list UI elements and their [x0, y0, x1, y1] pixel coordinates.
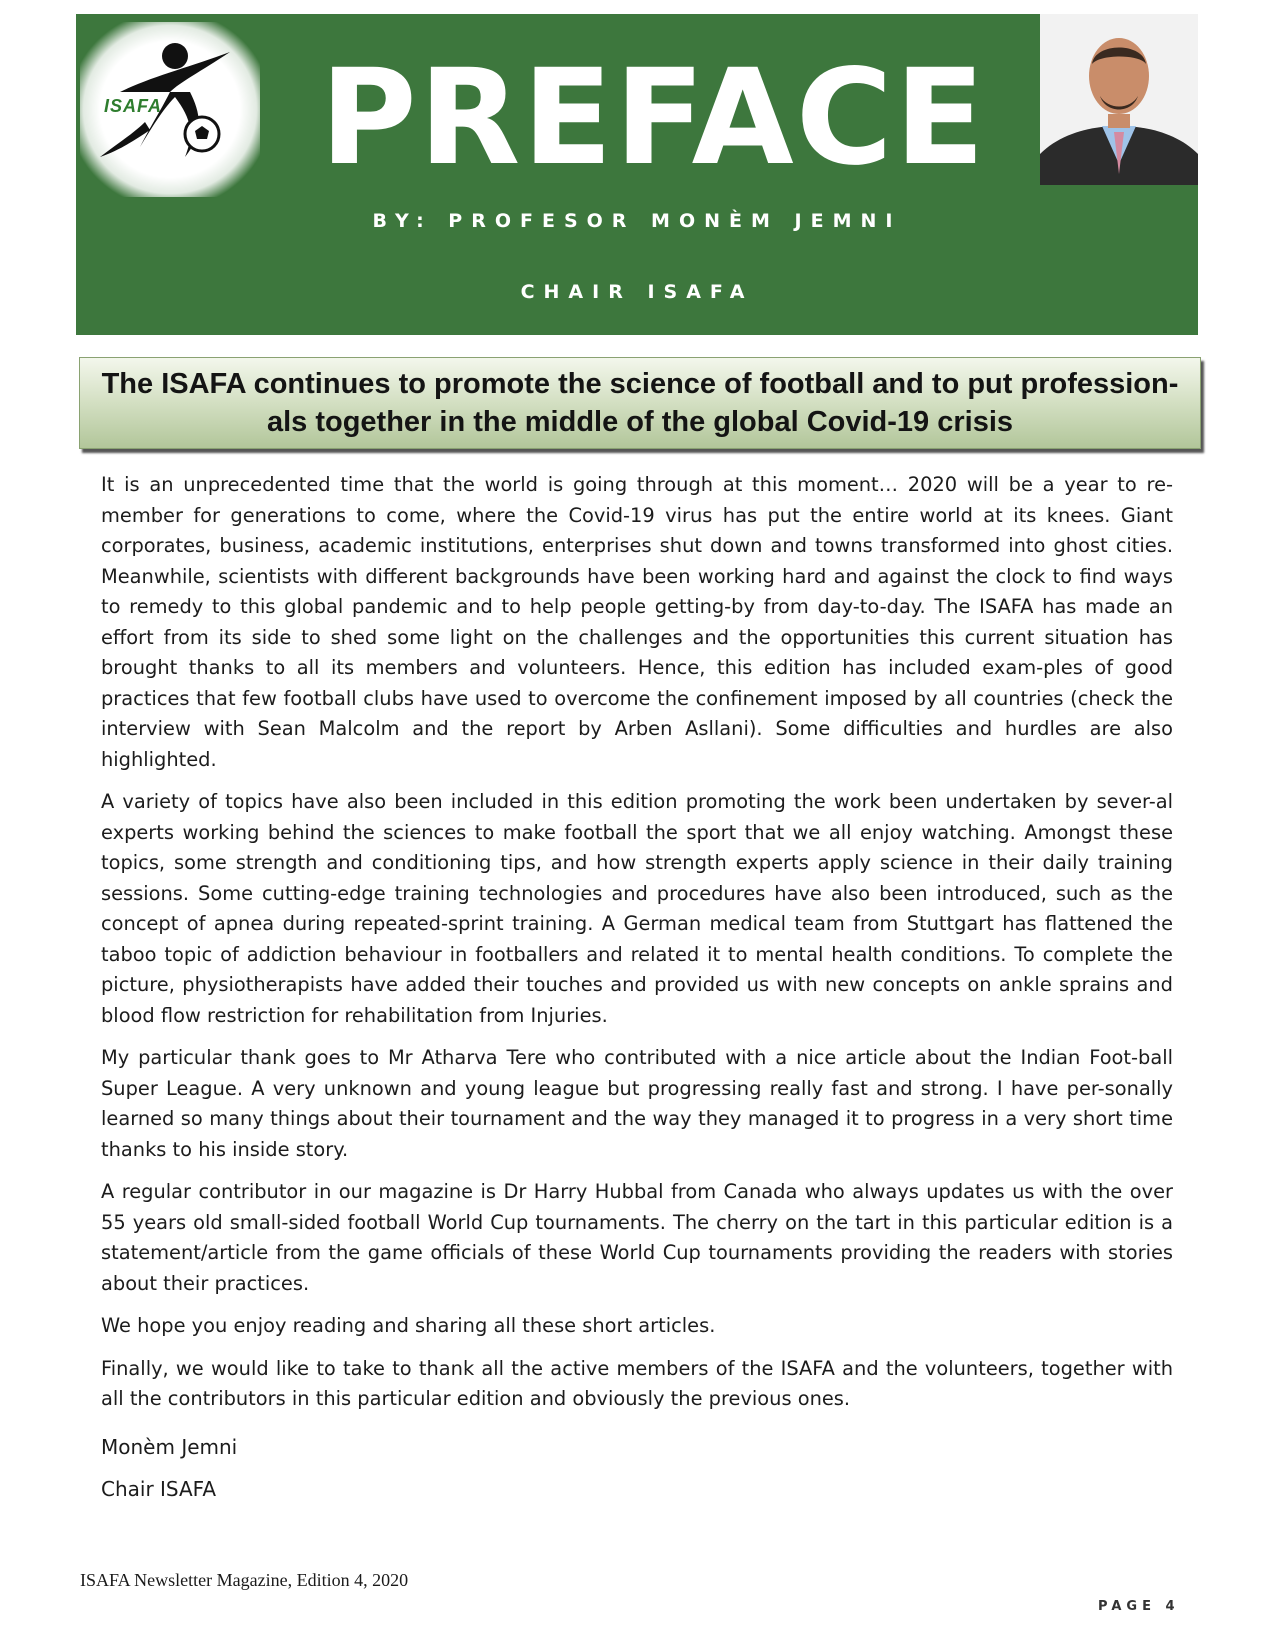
portrait-icon: [1040, 14, 1198, 185]
page-title: PREFACE: [320, 41, 987, 195]
signoff-name: Monèm Jemni: [101, 1435, 238, 1459]
paragraph: It is an unprecedented time that the world is going through at this moment… 2020 will be a year to re-member for generations to come, where the Covid-19 virus has put the entire world at its knees. Giant corporates, business, academic institutions, enterprises shut down and towns transformed into ghost cities. Meanwhile, scientists with different backgrounds have been working hard and against the clock to find ways to remedy to this global pandemic and to help people getting-by from day-to-day. The ISAFA has made an effort from its side to shed some light on the challenges and the opportunities this current situation has brought thanks to all its members and volunteers. Hence, this edition has included exam-ples of good practices that few football clubs have used to overcome the confinement imposed by all countries (check the interview with Sean Malcolm and the report by Arben Asllani). Some difficulties and hurdles are also highlighted.: [101, 473, 1173, 771]
signoff-title: Chair ISAFA: [101, 1477, 217, 1501]
isafa-logo: [80, 22, 260, 197]
paragraph: We hope you enjoy reading and sharing all these short articles.: [101, 1314, 716, 1337]
signoff: [101, 1432, 237, 1516]
author-portrait: [1040, 14, 1198, 185]
paragraph: A variety of topics have also been included in this edition promoting the work been undertaken by sever-al experts working behind the sciences to make football the sport that we all enjoy watching. Amongst these topics, some strength and conditioning tips, and how strength experts apply science in their daily training sessions. Some cutting-edge training technologies and procedures have also been introduced, such as the concept of apnea during repeated-sprint training. A German medical team from Stuttgart has flattened the taboo topic of addiction behaviour in footballers and related it to mental health conditions. To complete the picture, physiotherapists have added their touches and provided us with new concepts on ankle sprains and blood flow restriction for rehabilitation from Injuries.: [101, 790, 1173, 1027]
headline-box: [79, 357, 1201, 449]
paragraph: A regular contributor in our magazine is Dr Harry Hubbal from Canada who always updates us with the over 55 years old small-sided football World Cup tournaments. The cherry on the tart in this particular edition is a statement/article from the game officials of these World Cup tournaments providing the readers with stories about their practices.: [101, 1180, 1173, 1295]
paragraph: My particular thank goes to Mr Atharva Tere who contributed with a nice article about the Indian Foot-ball Super League. A very unknown and young league but progressing really fast and strong. I have per-sonally learned so many things about their tournament and the way they managed it to progress in a very short time thanks to his inside story.: [101, 1046, 1173, 1161]
logo-text: ISAFA: [104, 96, 163, 116]
author-role: CHAIR ISAFA: [520, 281, 754, 303]
footer-publication: ISAFA Newsletter Magazine, Edition 4, 2020: [80, 1570, 409, 1590]
headline-text: The ISAFA continues to promote the science of football and to put profession-als together in the middle of the global Covid-19 crisis: [101, 368, 1179, 438]
author-byline: BY: PROFESOR MONÈM JEMNI: [372, 210, 902, 232]
paragraph: Finally, we would like to take to thank all the active members of the ISAFA and the volunteers, together with all the contributors in this particular edition and obviously the previous ones.: [101, 1356, 1173, 1410]
page-number: PAGE 4: [1098, 1599, 1180, 1614]
article-body: [101, 470, 1173, 1427]
